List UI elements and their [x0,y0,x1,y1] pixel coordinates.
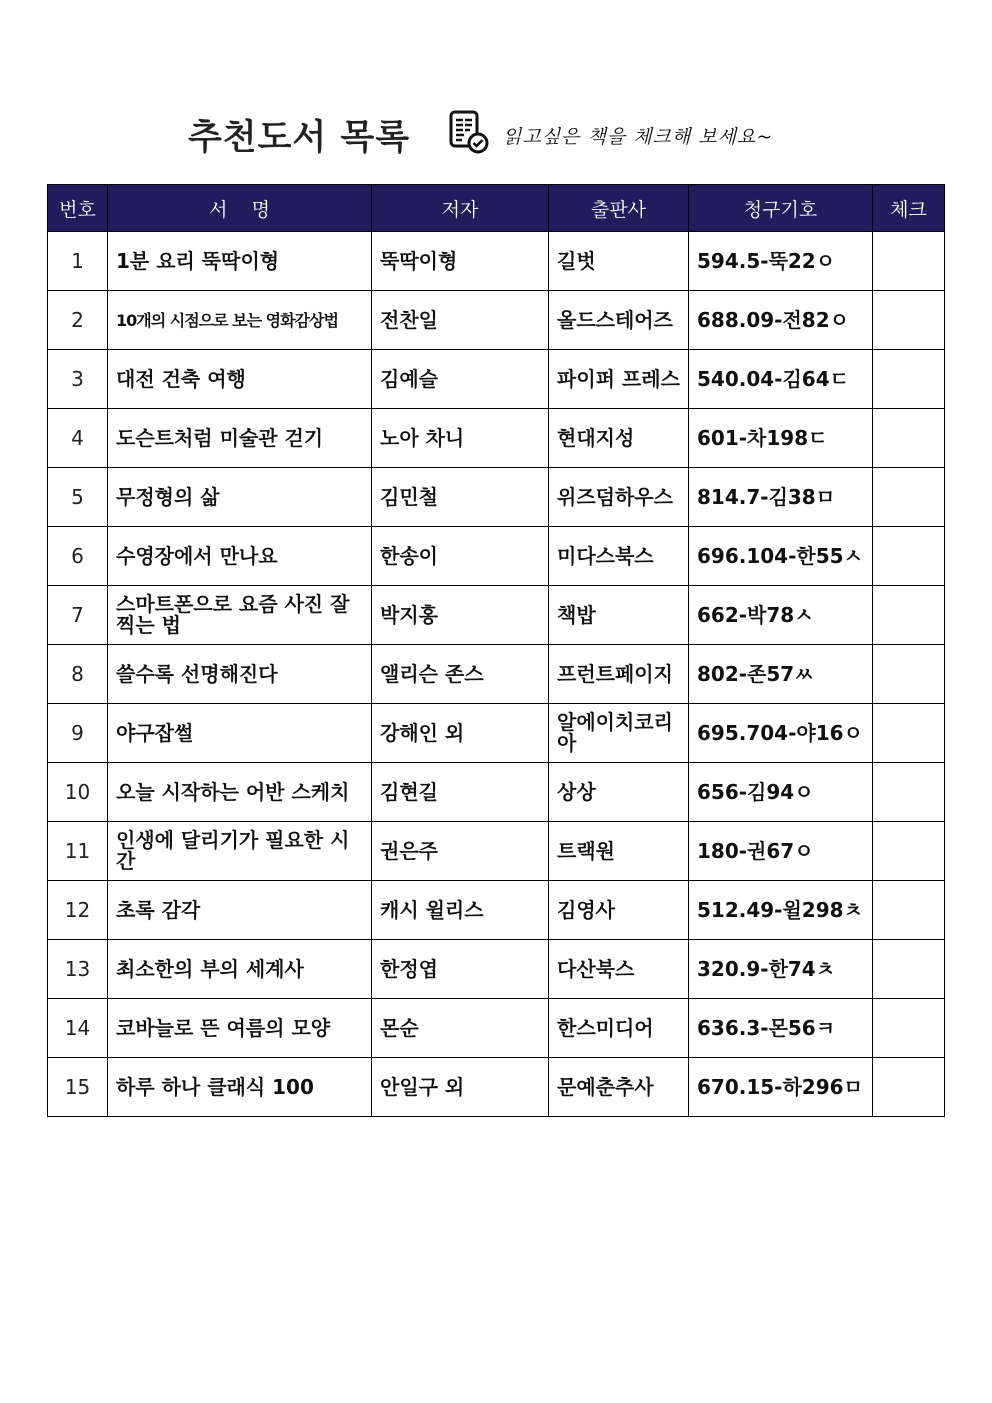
column-header-author: 저자 [372,185,549,232]
book-call-number: 688.09-전82ㅇ [689,291,873,350]
book-publisher: 다산북스 [549,940,689,999]
row-number: 11 [48,822,108,881]
book-author: 몬순 [372,999,549,1058]
table-row [48,881,945,940]
book-title: 인생에 달리기가 필요한 시간 [108,822,372,881]
book-title: 최소한의 부의 세계사 [108,940,372,999]
book-call-number: 814.7-김38ㅁ [689,468,873,527]
row-number: 3 [48,350,108,409]
checklist-document-icon [448,110,490,154]
book-call-number: 695.704-야16ㅇ [689,704,873,763]
table-row [48,645,945,704]
row-number: 15 [48,1058,108,1117]
table-row [48,704,945,763]
book-publisher: 위즈덤하우스 [549,468,689,527]
check-cell[interactable] [873,409,945,468]
check-cell[interactable] [873,763,945,822]
book-call-number: 320.9-한74ㅊ [689,940,873,999]
book-list-table [47,184,945,1117]
check-cell[interactable] [873,350,945,409]
table-row [48,232,945,291]
check-cell[interactable] [873,1058,945,1117]
book-publisher: 트랙원 [549,822,689,881]
book-author: 한정엽 [372,940,549,999]
book-call-number: 180-권67ㅇ [689,822,873,881]
column-header-check: 체크 [873,185,945,232]
title-row [0,108,992,158]
book-title: 대전 건축 여행 [108,350,372,409]
check-cell[interactable] [873,999,945,1058]
book-title: 스마트폰으로 요즘 사진 잘 찍는 법 [108,586,372,645]
column-header-title: 서 명 [108,185,372,232]
table-row [48,409,945,468]
book-call-number: 662-박78ㅅ [689,586,873,645]
table-row [48,291,945,350]
page-title: 추천도서 목록 [188,118,411,158]
table-row [48,999,945,1058]
book-publisher: 알에이치코리아 [549,704,689,763]
row-number: 6 [48,527,108,586]
check-cell[interactable] [873,645,945,704]
book-call-number: 696.104-한55ㅅ [689,527,873,586]
row-number: 13 [48,940,108,999]
book-title: 수영장에서 만나요 [108,527,372,586]
column-header-publisher: 출판사 [549,185,689,232]
check-cell[interactable] [873,704,945,763]
check-cell[interactable] [873,291,945,350]
book-author: 김현길 [372,763,549,822]
book-author: 뚝딱이형 [372,232,549,291]
check-cell[interactable] [873,468,945,527]
table-row [48,586,945,645]
column-header-call-number: 청구기호 [689,185,873,232]
book-title: 하루 하나 클래식 100 [108,1058,372,1117]
page-subtitle: 읽고싶은 책을 체크해 보세요~ [503,126,774,148]
book-call-number: 512.49-윌298ㅊ [689,881,873,940]
book-author: 한송이 [372,527,549,586]
book-author: 김민철 [372,468,549,527]
book-author: 김예슬 [372,350,549,409]
row-number: 1 [48,232,108,291]
table-row [48,1058,945,1117]
book-title: 초록 감각 [108,881,372,940]
check-cell[interactable] [873,586,945,645]
book-title: 오늘 시작하는 어반 스케치 [108,763,372,822]
book-publisher: 문예춘추사 [549,1058,689,1117]
book-publisher: 길벗 [549,232,689,291]
table-row [48,763,945,822]
book-publisher: 상상 [549,763,689,822]
book-call-number: 802-존57ㅆ [689,645,873,704]
row-number: 14 [48,999,108,1058]
check-cell[interactable] [873,881,945,940]
table-row [48,468,945,527]
row-number: 9 [48,704,108,763]
book-title: 쓸수록 선명해진다 [108,645,372,704]
book-call-number: 656-김94ㅇ [689,763,873,822]
book-author: 노아 차니 [372,409,549,468]
row-number: 8 [48,645,108,704]
table-row [48,527,945,586]
book-title: 코바늘로 뜬 여름의 모양 [108,999,372,1058]
book-call-number: 670.15-하296ㅁ [689,1058,873,1117]
book-publisher: 파이퍼 프레스 [549,350,689,409]
book-call-number: 601-차198ㄷ [689,409,873,468]
row-number: 12 [48,881,108,940]
book-publisher: 김영사 [549,881,689,940]
row-number: 4 [48,409,108,468]
book-author: 박지홍 [372,586,549,645]
book-publisher: 현대지성 [549,409,689,468]
book-title: 야구잡썰 [108,704,372,763]
book-title: 도슨트처럼 미술관 걷기 [108,409,372,468]
book-author: 앨리슨 존스 [372,645,549,704]
book-call-number: 636.3-몬56ㅋ [689,999,873,1058]
book-title: 10개의 시점으로 보는 영화감상법 [108,291,372,350]
book-publisher: 프런트페이지 [549,645,689,704]
check-cell[interactable] [873,822,945,881]
book-author: 강해인 외 [372,704,549,763]
book-publisher: 올드스테어즈 [549,291,689,350]
row-number: 7 [48,586,108,645]
book-author: 캐시 윌리스 [372,881,549,940]
book-title: 무정형의 삶 [108,468,372,527]
book-title: 1분 요리 뚝딱이형 [108,232,372,291]
table-row [48,822,945,881]
book-call-number: 594.5-뚝22ㅇ [689,232,873,291]
row-number: 5 [48,468,108,527]
table-header-row [48,185,945,232]
book-publisher: 미다스북스 [549,527,689,586]
book-publisher: 책밥 [549,586,689,645]
check-cell[interactable] [873,232,945,291]
book-author: 안일구 외 [372,1058,549,1117]
book-author: 권은주 [372,822,549,881]
row-number: 10 [48,763,108,822]
column-header-number: 번호 [48,185,108,232]
check-cell[interactable] [873,940,945,999]
table-row [48,940,945,999]
row-number: 2 [48,291,108,350]
book-author: 전찬일 [372,291,549,350]
check-cell[interactable] [873,527,945,586]
book-publisher: 한스미디어 [549,999,689,1058]
book-call-number: 540.04-김64ㄷ [689,350,873,409]
table-row [48,350,945,409]
